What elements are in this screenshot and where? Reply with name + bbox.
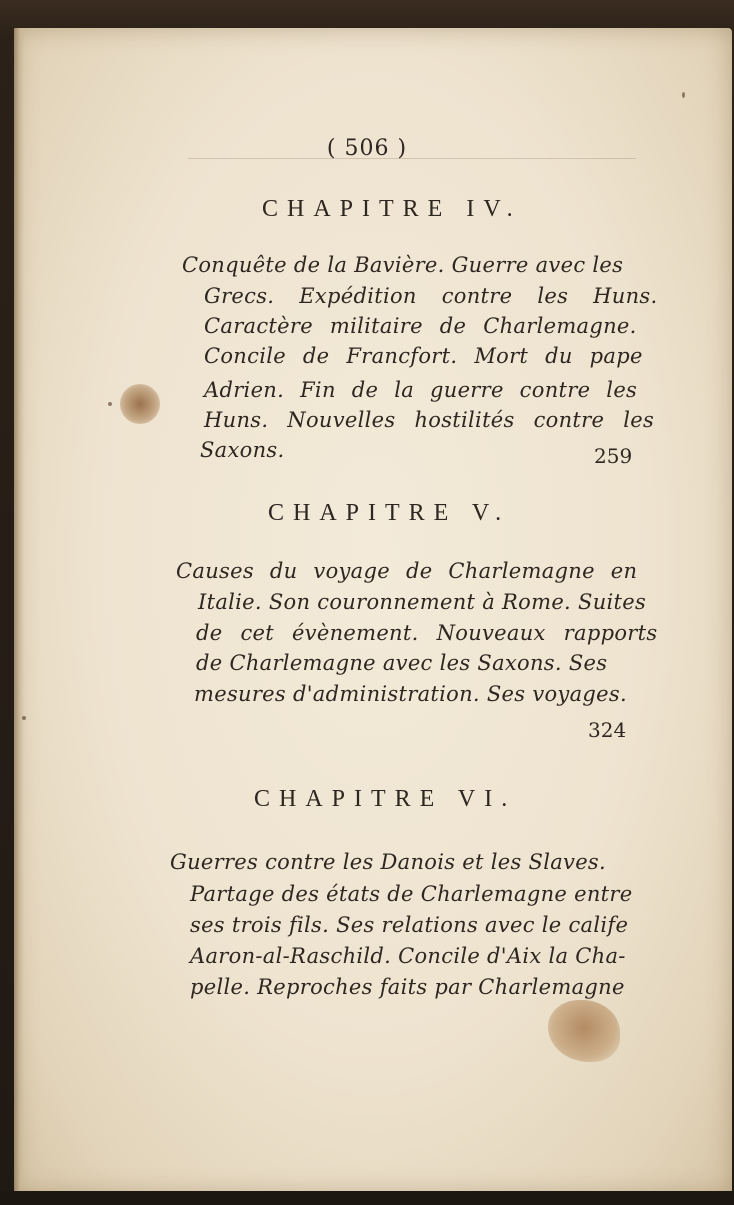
summary-line: Saxons. xyxy=(200,438,285,462)
chapter-page-reference: 324 xyxy=(588,718,627,742)
summary-line: Huns. Nouvelles hostilités contre les xyxy=(204,408,655,432)
chapter-heading: CHAPITRE IV. xyxy=(262,196,522,222)
speck xyxy=(682,92,685,98)
summary-line: de cet évènement. Nouveaux rapports xyxy=(196,621,658,645)
chapter-heading: CHAPITRE V. xyxy=(268,500,511,526)
summary-line: Italie. Son couronnement à Rome. Suites xyxy=(198,590,647,614)
summary-line: mesures d'administration. Ses voyages. xyxy=(194,682,627,706)
chapter-heading: CHAPITRE VI. xyxy=(254,786,517,812)
summary-line: Aaron-al-Raschild. Concile d'Aix la Cha- xyxy=(190,944,626,968)
page-gutter-shadow xyxy=(14,28,24,1194)
page-number: ( 506 ) xyxy=(326,136,408,161)
summary-line: pelle. Reproches faits par Charlemagne xyxy=(190,975,625,999)
speck xyxy=(22,716,26,720)
ink-stain-left xyxy=(120,384,160,424)
summary-line: Grecs. Expédition contre les Huns. xyxy=(204,284,658,308)
summary-line: ses trois fils. Ses relations avec le calife xyxy=(190,913,629,937)
summary-line: de Charlemagne avec les Saxons. Ses xyxy=(196,651,608,675)
chapter-page-reference: 259 xyxy=(594,444,633,468)
summary-line: Adrien. Fin de la guerre contre les xyxy=(204,378,638,402)
summary-line: Partage des états de Charlemagne entre xyxy=(190,882,633,906)
header-rule xyxy=(188,158,636,159)
summary-line: Caractère militaire de Charlemagne. xyxy=(204,314,637,338)
summary-line: Conquête de la Bavière. Guerre avec les xyxy=(182,253,624,277)
summary-line: Guerres contre les Danois et les Slaves. xyxy=(170,850,606,874)
speck xyxy=(108,402,112,406)
summary-line: Concile de Francfort. Mort du pape xyxy=(204,344,643,368)
summary-line: Causes du voyage de Charlemagne en xyxy=(176,559,638,583)
page-bottom-edge xyxy=(0,1191,734,1205)
